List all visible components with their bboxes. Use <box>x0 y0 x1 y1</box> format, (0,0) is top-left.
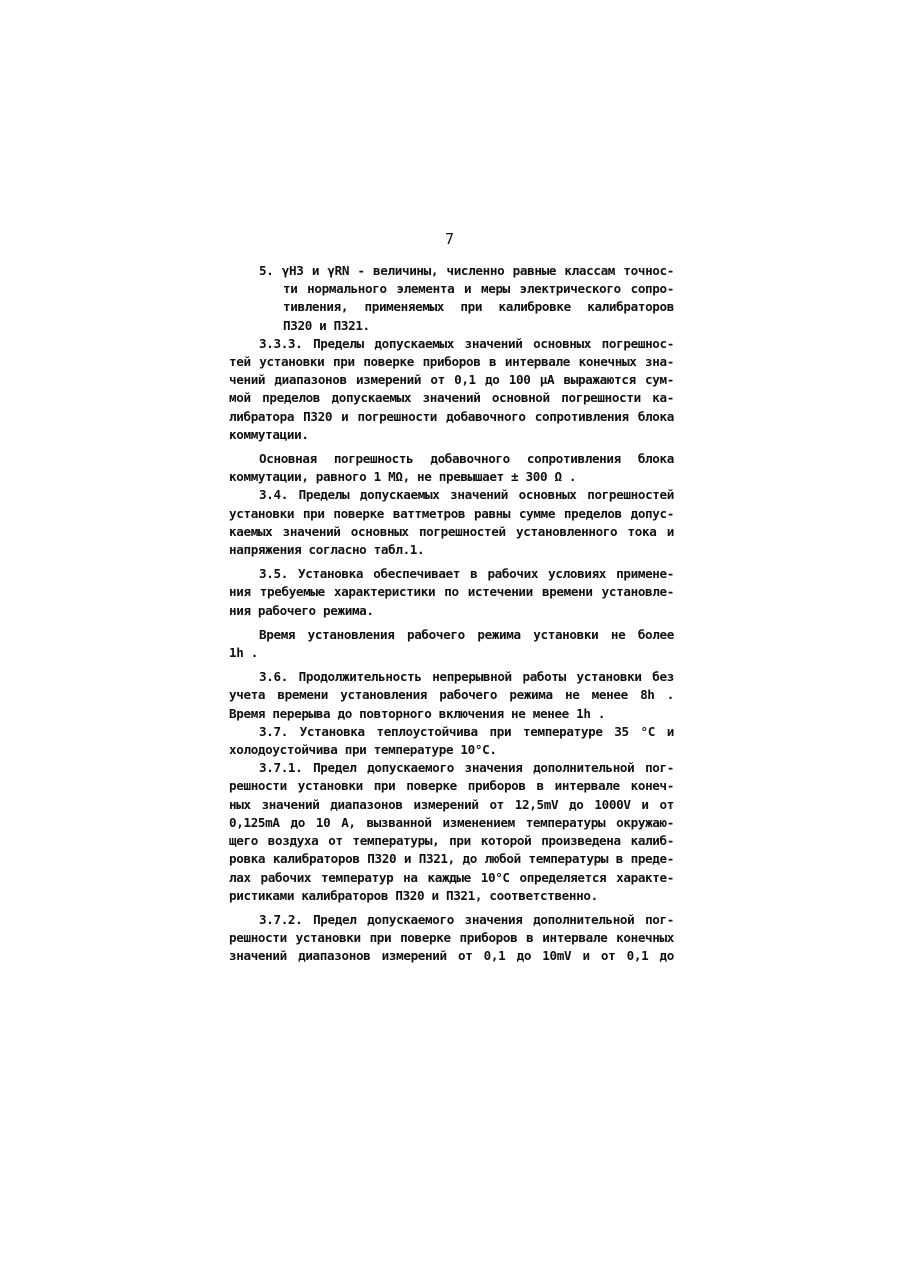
text-line: 0,125mA до 10 A, вызванной изменением температуры окружаю- <box>229 814 674 830</box>
text-line: тей установки при поверке приборов в интервале конечных зна- <box>229 354 674 370</box>
paragraph-3-3-3 <box>229 335 674 444</box>
text-line: 3.6. Продолжительность непрерывной работы установки без <box>259 669 674 685</box>
text-line: Основная погрешность добавочного сопротивления блока <box>259 451 674 467</box>
text-line: установки при поверке ваттметров равны сумме пределов допус- <box>229 505 674 521</box>
text-line: мой пределов допускаемых значений основной погрешности ка- <box>229 390 674 406</box>
text-line: ристиками калибраторов П320 и П321, соответственно. <box>229 887 598 903</box>
text-line: 3.7.1. Предел допускаемого значения дополнительной пог- <box>259 760 674 776</box>
paragraph-basic-error <box>229 450 674 486</box>
text-line: 3.7. Установка теплоустойчива при температуре 35 °C и <box>259 723 674 739</box>
text-line: лах рабочих температур на каждые 10°C определяется характе- <box>229 869 674 885</box>
footnote-5 <box>229 262 674 335</box>
text-line: Время установления рабочего режима установки не более <box>259 626 674 642</box>
text-line: значений диапазонов измерений от 0,1 до 10mV и от 0,1 до <box>229 948 674 964</box>
text-line: 3.5. Установка обеспечивает в рабочих условиях примене- <box>259 566 674 582</box>
text-line: учета времени установления рабочего режима не менее 8h . <box>229 687 674 703</box>
paragraph-3-7 <box>229 723 674 759</box>
text-line: щего воздуха от температуры, при которой произведена калиб- <box>229 833 674 849</box>
text-line: коммутации, равного 1 MΩ, не превышает ± 300 Ω . <box>229 469 577 485</box>
text-line: 3.7.2. Предел допускаемого значения дополнительной пог- <box>259 911 674 927</box>
text-line: холодоустойчива при температуре 10°C. <box>229 742 497 758</box>
paragraph-3-7-2 <box>229 911 674 966</box>
paragraph-3-5 <box>229 565 674 620</box>
text-line: ти нормального элемента и меры электрического сопро- <box>283 281 674 297</box>
text-line: ровка калибраторов П320 и П321, до любой температуры в преде- <box>229 851 674 867</box>
text-line: либратора П320 и погрешности добавочного сопротивления блока <box>229 408 674 424</box>
text-line: Время перерыва до повторного включения не менее 1h . <box>229 705 606 721</box>
text-line: П320 и П321. <box>283 317 370 333</box>
text-line: ния рабочего режима. <box>229 602 374 618</box>
text-line: 5. γНЗ и γRN - величины, численно равные классам точнос- <box>259 263 674 278</box>
text-line: коммутации. <box>229 426 309 442</box>
document-body <box>229 262 674 966</box>
text-line: 3.3.3. Пределы допускаемых значений основных погрешнос- <box>259 335 674 351</box>
text-line: ных значений диапазонов измерений от 12,5mV до 1000V и от <box>229 796 674 812</box>
paragraph-3-6 <box>229 668 674 723</box>
text-line: решности установки при поверке приборов в интервале конеч- <box>229 778 674 794</box>
text-line: напряжения согласно табл.1. <box>229 542 425 558</box>
text-line: тивления, применяемых при калибровке калибраторов <box>283 299 674 315</box>
paragraph-3-4 <box>229 486 674 559</box>
text-line: решности установки при поверке приборов в интервале конечных <box>229 930 674 946</box>
paragraph-3-7-1 <box>229 759 674 905</box>
text-line: чений диапазонов измерений от 0,1 до 100 μA выражаются сум- <box>229 372 674 388</box>
text-line: 3.4. Пределы допускаемых значений основных погрешностей <box>259 487 674 503</box>
text-line: 1h . <box>229 645 258 661</box>
page-number: 7 <box>445 230 455 248</box>
paragraph-warmup <box>229 626 674 662</box>
text-line: каемых значений основных погрешностей установленного тока и <box>229 523 674 539</box>
text-line: ния требуемые характеристики по истечении времени установле- <box>229 584 674 600</box>
